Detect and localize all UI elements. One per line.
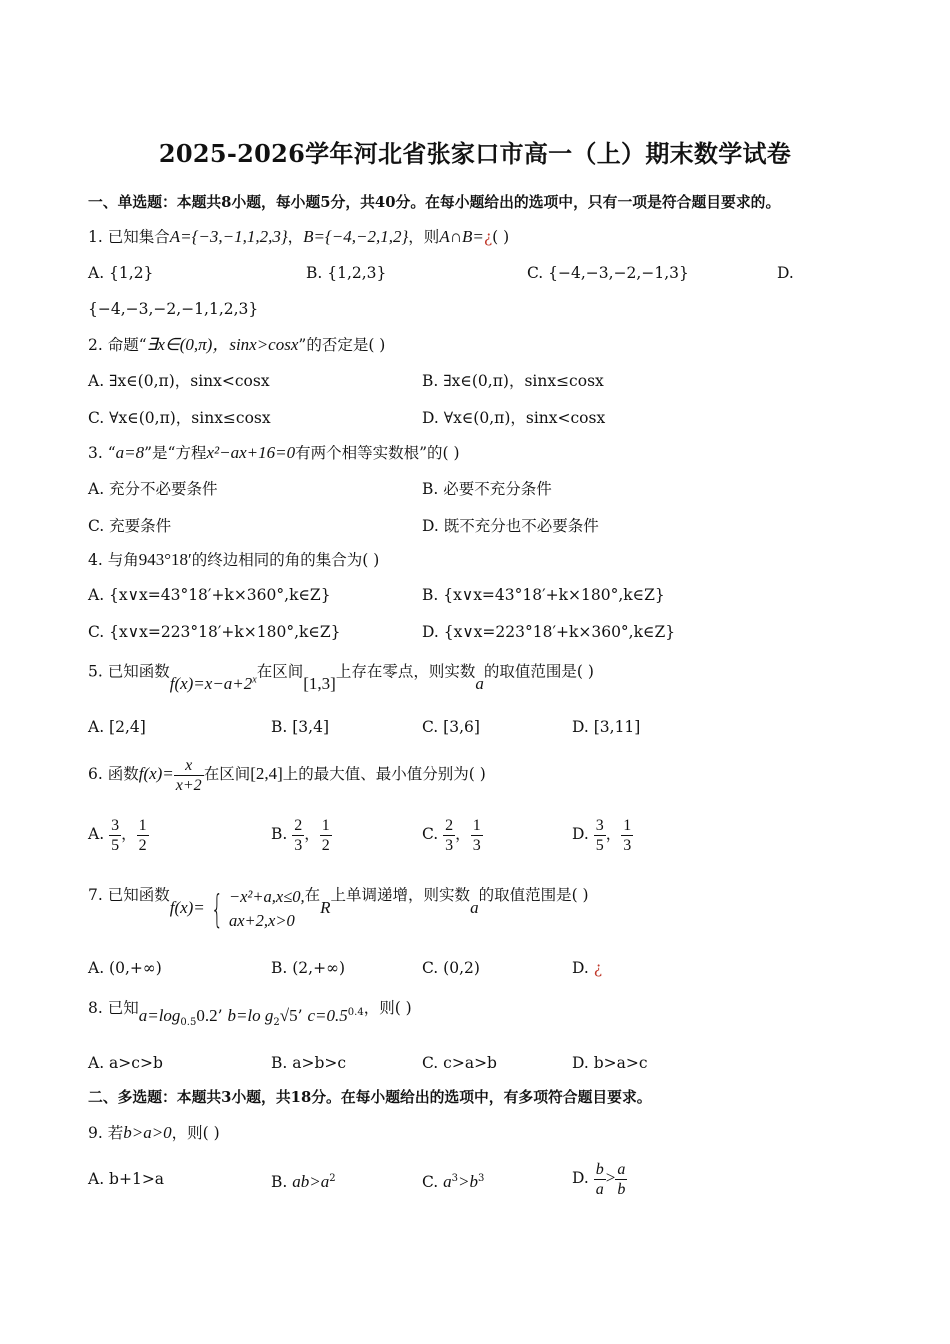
- num: 1: [138, 816, 147, 834]
- q6-fraction: [174, 756, 204, 795]
- q1-option-c: C. {−4,−3,−2,−1,3}: [527, 264, 689, 282]
- q9-d-gt: >: [605, 1168, 616, 1187]
- q9-option-b: [271, 1168, 336, 1193]
- q4-text: 4. 与角: [88, 551, 139, 569]
- num: 2: [445, 816, 454, 834]
- q3-text-3: 有两个相等实数根”的( ): [295, 444, 460, 462]
- q7-text-2: 在: [304, 886, 321, 904]
- q9-b-expr: ab>a: [292, 1172, 330, 1192]
- q9-option-a: A. b+1>a: [88, 1170, 165, 1188]
- q6-option-b: [271, 812, 332, 856]
- q2-option-c: C. ∀x∈(0,π)，sinx≤cosx: [88, 409, 271, 427]
- q5-option-a: A. [2,4]: [88, 718, 146, 736]
- question-5-stem: [88, 657, 594, 693]
- q9-text-2: ，则( ): [171, 1124, 220, 1142]
- q6-d-label: D.: [572, 825, 589, 843]
- q8-sep-1: ’: [217, 1007, 223, 1026]
- q8-a-arg: 0.2: [196, 1006, 218, 1026]
- den: a: [595, 1180, 604, 1198]
- q7-function: f(x)=: [169, 898, 205, 917]
- q7-text-3: 上单调递增，则实数: [330, 886, 471, 904]
- q8-b-arg: √5: [279, 1006, 298, 1026]
- q2-text: 2. 命题“: [88, 336, 147, 354]
- q6-b-frac-2: [320, 816, 332, 855]
- q8-c-base: c=0.5: [307, 1006, 348, 1026]
- q8-text: 8. 已知: [88, 999, 139, 1018]
- q7-option-c: C. (0,2): [422, 959, 480, 977]
- den: 3: [294, 836, 303, 854]
- comma: ，: [304, 825, 320, 843]
- q9-d-frac-1: [594, 1160, 606, 1199]
- question-2-stem: [88, 334, 385, 356]
- q6-a-frac-2: [137, 816, 149, 855]
- den: 3: [472, 836, 481, 854]
- q9-text: 9. 若: [88, 1124, 124, 1142]
- q5-interval: [1,3]: [303, 673, 336, 693]
- q9-c-exp-1: 3: [451, 1173, 459, 1184]
- num: 3: [595, 816, 604, 834]
- num: 1: [321, 816, 330, 834]
- q7-domain: R: [320, 898, 331, 917]
- q9-c-label: C.: [422, 1173, 439, 1192]
- num: a: [617, 1160, 626, 1178]
- question-4-stem: [88, 549, 379, 571]
- q3-option-c: C. 充要条件: [88, 517, 172, 535]
- q8-option-d: D. b>a>c: [572, 1054, 648, 1072]
- question-3-stem: [88, 442, 460, 464]
- q8-a-base: 0.5: [180, 1017, 197, 1029]
- q6-option-a: [88, 812, 149, 856]
- q1-text-2: ，则: [408, 228, 440, 246]
- comma: ，: [605, 825, 622, 843]
- den: 2: [138, 836, 147, 854]
- q6-a-frac-1: [109, 816, 121, 855]
- q9-c-exp-2: 3: [478, 1173, 485, 1184]
- q7-text: 7. 已知函数: [88, 886, 170, 904]
- q8-c-exponent: 0.4: [347, 1007, 364, 1018]
- q9-c-base-1: a: [443, 1172, 452, 1192]
- q9-d-label: D.: [572, 1169, 589, 1187]
- q1-option-b: B. {1,2,3}: [306, 264, 387, 282]
- q7-case-2: ax+2,x>0: [228, 911, 295, 930]
- q3-text-2: ”是“方程: [144, 444, 207, 462]
- num: 1: [623, 816, 632, 834]
- q9-condition: b>a>0: [123, 1123, 172, 1142]
- q9-c-base-2: >b: [458, 1172, 479, 1192]
- q8-a-log: a=log: [138, 1006, 181, 1026]
- num: 3: [111, 816, 120, 834]
- q4-option-c: C. {x∨x=223°18′+k×180°,k∈Z}: [88, 623, 341, 641]
- q8-sep-2: ’: [297, 1007, 303, 1026]
- q1-set-a: A={−3,−1,1,2,3}: [169, 227, 288, 246]
- q6-text-2: 在区间: [203, 765, 251, 783]
- q7-option-b: B. (2,+∞): [271, 959, 346, 977]
- q1-text: 1. 已知集合: [88, 228, 170, 246]
- q4-text-2: 的终边相同的角的集合为( ): [191, 551, 380, 569]
- q5-option-c: C. [3,6]: [422, 718, 480, 736]
- q8-option-c: C. c>a>b: [422, 1054, 497, 1072]
- q6-option-c: [422, 812, 483, 856]
- q5-text-4: 的取值范围是( ): [483, 662, 594, 681]
- q7-d-label: D.: [572, 959, 589, 977]
- q3-text: 3. “: [88, 444, 116, 462]
- q9-b-label: B.: [271, 1173, 288, 1192]
- q1-sep: ，: [287, 228, 304, 246]
- question-7-stem: [88, 884, 589, 933]
- q1-set-b: B={−4,−2,1,2}: [303, 227, 409, 246]
- q8-b-log: b=lo g: [227, 1006, 274, 1026]
- q5-text: 5. 已知函数: [88, 662, 170, 681]
- q5-option-b: B. [3,4]: [271, 718, 329, 736]
- q8-values: [138, 1006, 364, 1029]
- q3-option-b: B. 必要不充分条件: [422, 480, 552, 498]
- page-title: 2025-2026学年河北省张家口市高一（上）期末数学试卷: [158, 139, 792, 168]
- q7-brace: {: [210, 887, 223, 931]
- num: b: [595, 1160, 604, 1178]
- q8-option-b: B. a>b>c: [271, 1054, 347, 1072]
- q5-text-2: 在区间: [256, 662, 304, 681]
- q7-option-d: [572, 957, 602, 979]
- question-6-stem: [88, 752, 486, 796]
- comma: ，: [121, 825, 137, 843]
- q6-b-frac-1: [292, 816, 304, 855]
- q6-c-frac-1: [443, 816, 455, 855]
- den: 2: [321, 836, 330, 854]
- den: b: [617, 1180, 626, 1198]
- q7-variable: a: [470, 898, 479, 917]
- q1-intersection: A∩B=: [439, 227, 484, 246]
- q4-option-d: D. {x∨x=223°18′+k×360°,k∈Z}: [422, 623, 676, 641]
- comma: ，: [455, 825, 471, 843]
- q6-function: f(x)=: [138, 764, 174, 783]
- q3-condition: a=8: [115, 443, 145, 462]
- q4-option-b: B. {x∨x=43°18′+k×180°,k∈Z}: [422, 586, 665, 604]
- den: 5: [111, 836, 120, 854]
- q4-angle: 943°18′: [138, 550, 192, 569]
- q3-option-d: D. 既不充分也不必要条件: [422, 517, 599, 535]
- num: 1: [472, 816, 481, 834]
- q5-variable: a: [475, 673, 484, 693]
- num: 2: [294, 816, 303, 834]
- q8-option-a: A. a>c>b: [88, 1054, 163, 1072]
- q3-equation: x²−ax+16=0: [206, 443, 296, 462]
- q5-option-d: D. [3,11]: [572, 718, 641, 736]
- q3-option-a: A. 充分不必要条件: [88, 480, 218, 498]
- q6-d-frac-1: [594, 816, 606, 855]
- q6-b-label: B.: [271, 825, 288, 843]
- q4-option-a: A. {x∨x=43°18′+k×360°,k∈Z}: [88, 586, 331, 604]
- q1-glyph-error: ¿: [483, 228, 493, 246]
- q6-text: 6. 函数: [88, 765, 139, 783]
- q5-function: [170, 674, 257, 693]
- q9-d-frac-2: [615, 1160, 627, 1199]
- q9-option-d: [572, 1156, 627, 1200]
- den: 5: [595, 836, 604, 854]
- q9-option-c: [422, 1168, 484, 1193]
- section-heading-multi-choice: 二、多选题：本题共3小题，共18分。在每小题给出的选项中，有多项符合题目要求。: [88, 1089, 652, 1106]
- q7-option-a: A. (0,+∞): [88, 959, 162, 977]
- q5-exponent: x: [252, 674, 257, 685]
- q2-proposition: ∃x∈(0,π)，sinx>cosx: [146, 335, 299, 354]
- q7-piecewise: [229, 885, 305, 933]
- q5-function-body: f(x)=x−a+2: [169, 673, 253, 693]
- q1-option-a: A. {1,2}: [88, 264, 154, 282]
- q2-option-d: D. ∀x∈(0,π)，sinx<cosx: [422, 409, 606, 427]
- q8-b-base: 2: [273, 1017, 280, 1029]
- den: 3: [445, 836, 454, 854]
- q6-d-frac-2: [621, 816, 633, 855]
- question-8-stem: [88, 994, 412, 1029]
- q6-c-label: C.: [422, 825, 439, 843]
- q9-b-exponent: 2: [329, 1173, 336, 1184]
- q7-case-1: −x²+a,x≤0,: [228, 887, 305, 906]
- q6-option-d: [572, 812, 633, 856]
- q1-option-d: {−4,−3,−2,−1,1,2,3}: [88, 300, 259, 318]
- q2-option-b: B. ∃x∈(0,π)，sinx≤cosx: [422, 372, 604, 390]
- question-1-stem: [88, 226, 509, 248]
- q2-text-2: ”的否定是( ): [298, 336, 386, 354]
- q6-numerator: x: [174, 756, 204, 776]
- q6-c-frac-2: [471, 816, 483, 855]
- q6-a-label: A.: [88, 825, 105, 843]
- q6-interval: [2,4]: [250, 764, 283, 783]
- q7-d-glyph-error: ¿: [593, 959, 603, 977]
- q6-text-3: 上的最大值、最小值分别为( ): [282, 765, 486, 783]
- q6-denominator: x+2: [175, 776, 202, 794]
- q7-text-4: 的取值范围是( ): [478, 886, 589, 904]
- section-heading-single-choice: 一、单选题：本题共8小题，每小题5分，共40分。在每小题给出的选项中，只有一项是符合题目要求的。: [88, 194, 781, 211]
- q2-option-a: A. ∃x∈(0,π)，sinx<cosx: [88, 372, 270, 390]
- den: 3: [623, 836, 632, 854]
- q5-text-3: 上存在零点，则实数: [335, 662, 476, 681]
- q1-option-d-label: D.: [777, 264, 794, 282]
- q1-paren: ( ): [492, 228, 510, 246]
- q8-text-2: ，则( ): [363, 999, 412, 1018]
- question-9-stem: [88, 1122, 220, 1144]
